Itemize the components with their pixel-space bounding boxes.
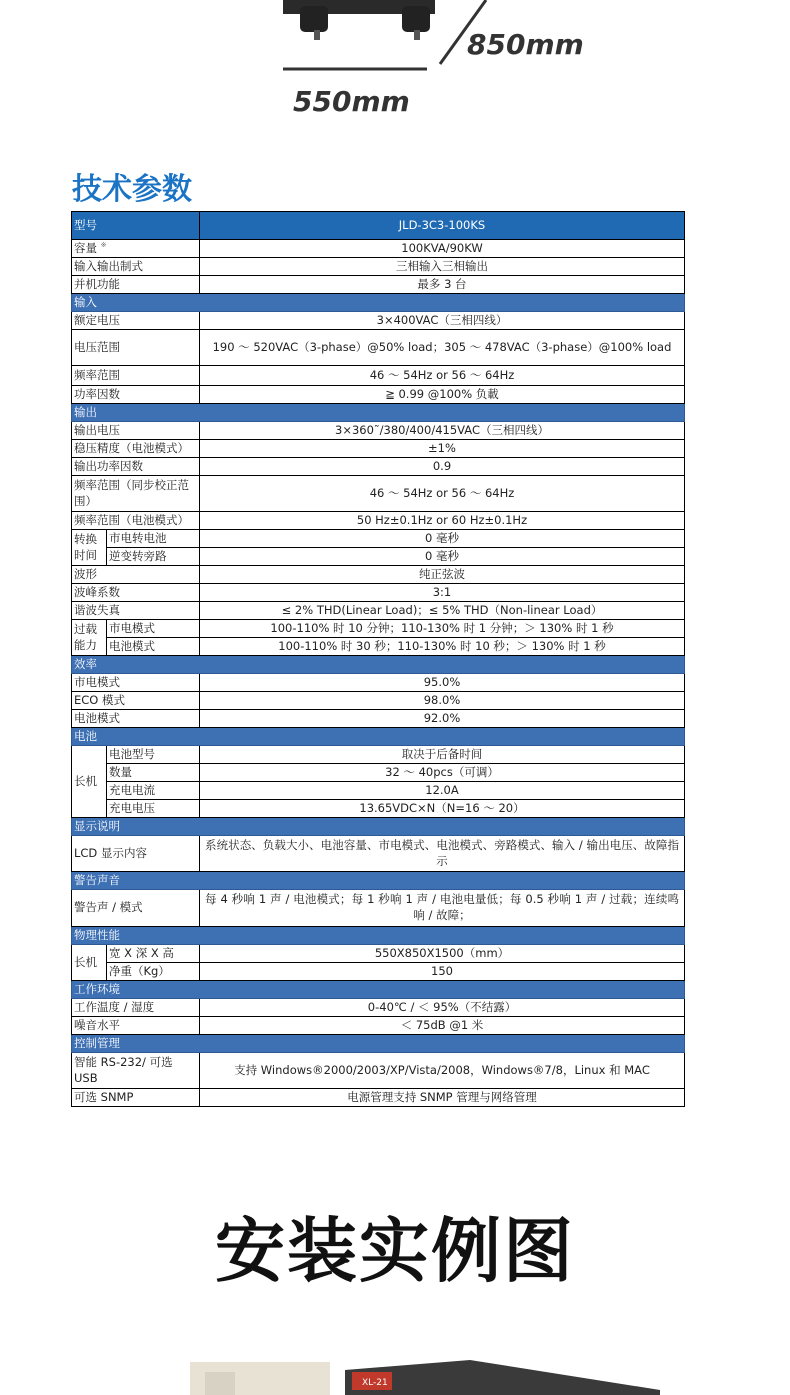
table-row [72, 1053, 685, 1089]
rated-voltage-value: 3×400VAC（三相四线） [200, 312, 685, 330]
overload-mains-label: 市电模式 [107, 620, 200, 638]
battery-qty-label: 数量 [107, 764, 200, 782]
caster-wheel-right [402, 6, 430, 32]
table-row [72, 366, 685, 386]
table-row [72, 584, 685, 602]
caster-stem-right [414, 30, 420, 40]
section-title: 技术参数 [72, 172, 192, 207]
table-row [72, 422, 685, 440]
smart-port-value: 支持 Windows®2000/2003/XP/Vista/2008，Windows®7/8，Linux 和 MAC [200, 1053, 685, 1089]
table-row [72, 638, 685, 656]
snmp-label: 可选 SNMP [72, 1089, 200, 1107]
battery-group-label: 长机 [72, 746, 107, 818]
temp-humidity-value: 0-40℃ / ＜ 95%（不结露） [200, 999, 685, 1017]
parallel-value: 最多 3 台 [200, 276, 685, 294]
dims-label: 宽 X 深 X 高 [107, 945, 200, 963]
inverter-to-bypass-label: 逆变转旁路 [107, 548, 200, 566]
table-row [72, 963, 685, 981]
transfer-time-label: 转换时间 [72, 530, 107, 566]
table-row [72, 566, 685, 584]
table-row [72, 782, 685, 800]
section-header-input: 输入 [72, 294, 685, 312]
crest-factor-value: 3:1 [200, 584, 685, 602]
table-row [72, 458, 685, 476]
table-row [72, 710, 685, 728]
caster-wheel-left [300, 6, 328, 32]
physical-group-label: 长机 [72, 945, 107, 981]
weight-label: 净重（Kg） [107, 963, 200, 981]
installation-photo [0, 1350, 790, 1395]
thd-value: ≤ 2% THD(Linear Load)；≤ 5% THD（Non-linear Load） [200, 602, 685, 620]
table-row [72, 530, 685, 548]
weight-value: 150 [200, 963, 685, 981]
overload-mains-value: 100-110% 时 10 分钟；110-130% 时 1 分钟；＞ 130% 时 1 秒 [200, 620, 685, 638]
table-row [72, 674, 685, 692]
noise-value: ＜ 75dB @1 米 [200, 1017, 685, 1035]
table-row [72, 312, 685, 330]
freq-sync-label: 频率范围（同步校正范围） [72, 476, 200, 512]
table-row [72, 240, 685, 258]
smart-port-label: 智能 RS-232/ 可选 USB [72, 1053, 200, 1089]
thd-label: 谐波失真 [72, 602, 200, 620]
table-row [72, 945, 685, 963]
waveform-value: 纯正弦波 [200, 566, 685, 584]
mains-to-battery-value: 0 毫秒 [200, 530, 685, 548]
snmp-value: 电源管理支持 SNMP 管理与网络管理 [200, 1089, 685, 1107]
depth-dimension-label: 850mm [467, 28, 584, 61]
spec-table [71, 211, 685, 1107]
table-row [72, 800, 685, 818]
model-label: 型号 [72, 212, 200, 240]
model-value: JLD-3C3-100KS [200, 212, 685, 240]
crest-factor-label: 波峰系数 [72, 584, 200, 602]
section-header-physical: 物理性能 [72, 927, 685, 945]
input-pf-label: 功率因数 [72, 386, 200, 404]
table-row [72, 512, 685, 530]
table-row [72, 212, 685, 240]
table-row [72, 440, 685, 458]
battery-qty-value: 32 ～ 40pcs（可调） [200, 764, 685, 782]
freq-battery-value: 50 Hz±0.1Hz or 60 Hz±0.1Hz [200, 512, 685, 530]
overload-battery-value: 100-110% 时 30 秒；110-130% 时 10 秒；＞ 130% 时 1 秒 [200, 638, 685, 656]
inverter-to-bypass-value: 0 毫秒 [200, 548, 685, 566]
battery-type-value: 取决于后备时间 [200, 746, 685, 764]
table-row [72, 692, 685, 710]
section-header-alarm: 警告声音 [72, 872, 685, 890]
alarm-value: 每 4 秒响 1 声 / 电池模式；每 1 秒响 1 声 / 电池电量低；每 0.5 秒响 1 声 / 过载；连续鸣响 / 故障； [200, 890, 685, 927]
rated-voltage-label: 额定电压 [72, 312, 200, 330]
freq-sync-value: 46 ～ 54Hz or 56 ～ 64Hz [200, 476, 685, 512]
overload-battery-label: 电池模式 [107, 638, 200, 656]
output-voltage-value: 3×360˜/380/400/415VAC（三相四线） [200, 422, 685, 440]
section-header-battery: 电池 [72, 728, 685, 746]
voltage-range-label: 电压范围 [72, 330, 200, 366]
eff-eco-value: 98.0% [200, 692, 685, 710]
capacity-value: 100KVA/90KW [200, 240, 685, 258]
waveform-label: 波形 [72, 566, 200, 584]
section-header-management: 控制管理 [72, 1035, 685, 1053]
eff-battery-value: 92.0% [200, 710, 685, 728]
eff-mains-value: 95.0% [200, 674, 685, 692]
dims-value: 550X850X1500（mm） [200, 945, 685, 963]
io-system-value: 三相输入三相输出 [200, 258, 685, 276]
table-row [72, 1089, 685, 1107]
section-header-efficiency: 效率 [72, 656, 685, 674]
freq-battery-label: 频率范围（电池模式） [72, 512, 200, 530]
output-voltage-label: 输出电压 [72, 422, 200, 440]
table-row [72, 999, 685, 1017]
photo-cabinet-top [345, 1360, 660, 1395]
regulation-value: ±1% [200, 440, 685, 458]
battery-type-label: 电池型号 [107, 746, 200, 764]
regulation-label: 稳压精度（电池模式） [72, 440, 200, 458]
charge-voltage-value: 13.65VDC×N（N=16 ～ 20） [200, 800, 685, 818]
capacity-label: 容量 ※ [72, 240, 200, 258]
input-freq-label: 频率范围 [72, 366, 200, 386]
photo-label-text: XL-21 [362, 1378, 388, 1388]
table-row [72, 276, 685, 294]
photo-wall-detail [205, 1372, 235, 1395]
io-system-label: 输入输出制式 [72, 258, 200, 276]
install-title: 安装实例图 [215, 1210, 575, 1292]
lcd-label: LCD 显示内容 [72, 836, 200, 872]
alarm-label: 警告声 / 模式 [72, 890, 200, 927]
voltage-range-value: 190 ～ 520VAC（3-phase）@50% load；305 ～ 478VAC（3-phase）@100% load [200, 330, 685, 366]
ups-cabinet-dimension-drawing [0, 0, 790, 140]
parallel-label: 并机功能 [72, 276, 200, 294]
table-row [72, 620, 685, 638]
table-row [72, 746, 685, 764]
charge-voltage-label: 充电电压 [107, 800, 200, 818]
table-row [72, 476, 685, 512]
input-pf-value: ≧ 0.99 @100% 负載 [200, 386, 685, 404]
input-freq-value: 46 ～ 54Hz or 56 ～ 64Hz [200, 366, 685, 386]
table-row [72, 1017, 685, 1035]
charge-current-value: 12.0A [200, 782, 685, 800]
table-row [72, 890, 685, 927]
eff-mains-label: 市电模式 [72, 674, 200, 692]
section-header-display: 显示说明 [72, 818, 685, 836]
table-row [72, 548, 685, 566]
table-row [72, 602, 685, 620]
mains-to-battery-label: 市电转电池 [107, 530, 200, 548]
noise-label: 噪音水平 [72, 1017, 200, 1035]
overload-label: 过载能力 [72, 620, 107, 656]
table-row [72, 836, 685, 872]
caster-stem-left [314, 30, 320, 40]
eff-eco-label: ECO 模式 [72, 692, 200, 710]
lcd-value: 系统状态、负载大小、电池容量、市电模式、电池模式、旁路模式、输入 / 输出电压、故障指示 [200, 836, 685, 872]
table-row [72, 764, 685, 782]
table-row [72, 386, 685, 404]
temp-humidity-label: 工作温度 / 湿度 [72, 999, 200, 1017]
table-row [72, 330, 685, 366]
table-row [72, 258, 685, 276]
output-pf-label: 输出功率因数 [72, 458, 200, 476]
charge-current-label: 充电电流 [107, 782, 200, 800]
output-pf-value: 0.9 [200, 458, 685, 476]
width-dimension-label: 550mm [293, 85, 410, 118]
section-header-environment: 工作环境 [72, 981, 685, 999]
eff-battery-label: 电池模式 [72, 710, 200, 728]
section-header-output: 输出 [72, 404, 685, 422]
